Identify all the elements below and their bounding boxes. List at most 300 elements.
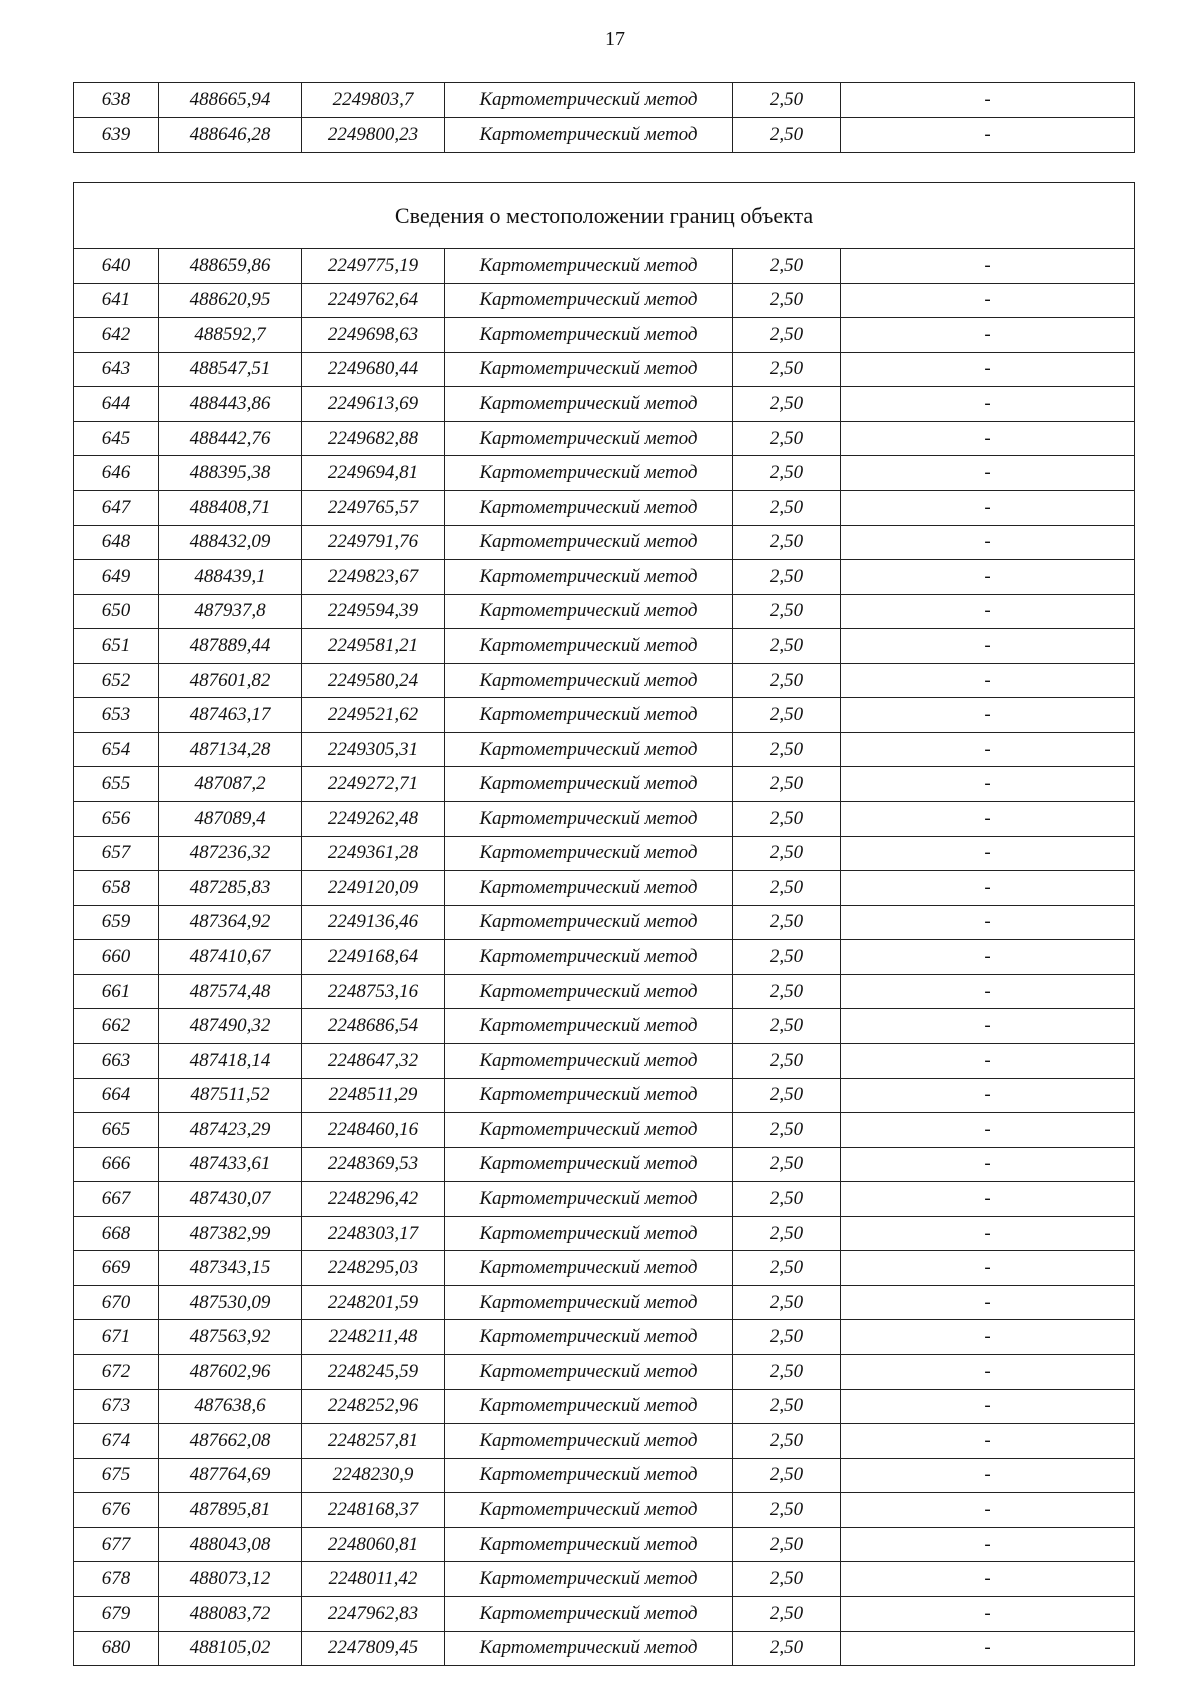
y-coordinate-cell: 2249694,81 — [302, 456, 445, 491]
accuracy-cell: 2,50 — [733, 836, 841, 871]
description-cell: - — [841, 1424, 1135, 1459]
x-coordinate-cell: 487285,83 — [159, 871, 302, 906]
description-cell: - — [841, 560, 1135, 595]
method-cell: Картометрический метод — [445, 1631, 733, 1666]
y-coordinate-cell: 2247809,45 — [302, 1631, 445, 1666]
y-coordinate-cell: 2249800,23 — [302, 118, 445, 153]
table-row — [74, 1562, 1135, 1597]
method-cell: Картометрический метод — [445, 352, 733, 387]
table-row — [74, 1355, 1135, 1390]
point-number-cell: 652 — [74, 663, 159, 698]
accuracy-cell: 2,50 — [733, 1113, 841, 1148]
method-cell: Картометрический метод — [445, 318, 733, 353]
point-number-cell: 641 — [74, 283, 159, 318]
x-coordinate-cell: 487343,15 — [159, 1251, 302, 1286]
accuracy-cell: 2,50 — [733, 1285, 841, 1320]
method-cell: Картометрический метод — [445, 1424, 733, 1459]
accuracy-cell: 2,50 — [733, 456, 841, 491]
description-cell: - — [841, 1493, 1135, 1528]
y-coordinate-cell: 2249682,88 — [302, 421, 445, 456]
table-row — [74, 1320, 1135, 1355]
point-number-cell: 665 — [74, 1113, 159, 1148]
method-cell: Картометрический метод — [445, 1251, 733, 1286]
description-cell: - — [841, 1389, 1135, 1424]
method-cell: Картометрический метод — [445, 940, 733, 975]
method-cell: Картометрический метод — [445, 1043, 733, 1078]
method-cell: Картометрический метод — [445, 629, 733, 664]
accuracy-cell: 2,50 — [733, 387, 841, 422]
description-cell: - — [841, 802, 1135, 837]
x-coordinate-cell: 487418,14 — [159, 1043, 302, 1078]
y-coordinate-cell: 2249581,21 — [302, 629, 445, 664]
x-coordinate-cell: 487602,96 — [159, 1355, 302, 1390]
accuracy-cell: 2,50 — [733, 118, 841, 153]
method-cell: Картометрический метод — [445, 1562, 733, 1597]
point-number-cell: 678 — [74, 1562, 159, 1597]
table-row — [74, 1596, 1135, 1631]
table-row — [74, 1424, 1135, 1459]
accuracy-cell: 2,50 — [733, 560, 841, 595]
x-coordinate-cell: 488395,38 — [159, 456, 302, 491]
point-number-cell: 663 — [74, 1043, 159, 1078]
y-coordinate-cell: 2248753,16 — [302, 974, 445, 1009]
description-cell: - — [841, 1078, 1135, 1113]
table-row — [74, 1009, 1135, 1044]
method-cell: Картометрический метод — [445, 1182, 733, 1217]
table-row — [74, 767, 1135, 802]
table-row — [74, 1527, 1135, 1562]
x-coordinate-cell: 487382,99 — [159, 1216, 302, 1251]
method-cell: Картометрический метод — [445, 974, 733, 1009]
method-cell: Картометрический метод — [445, 698, 733, 733]
method-cell: Картометрический метод — [445, 1009, 733, 1044]
accuracy-cell: 2,50 — [733, 1182, 841, 1217]
accuracy-cell: 2,50 — [733, 974, 841, 1009]
y-coordinate-cell: 2249272,71 — [302, 767, 445, 802]
description-cell: - — [841, 871, 1135, 906]
x-coordinate-cell: 487490,32 — [159, 1009, 302, 1044]
point-number-cell: 656 — [74, 802, 159, 837]
table-row — [74, 974, 1135, 1009]
y-coordinate-cell: 2249521,62 — [302, 698, 445, 733]
point-number-cell: 657 — [74, 836, 159, 871]
point-number-cell: 654 — [74, 732, 159, 767]
x-coordinate-cell: 487563,92 — [159, 1320, 302, 1355]
accuracy-cell: 2,50 — [733, 732, 841, 767]
method-cell: Картометрический метод — [445, 1355, 733, 1390]
point-number-cell: 671 — [74, 1320, 159, 1355]
table-row — [74, 525, 1135, 560]
y-coordinate-cell: 2249775,19 — [302, 249, 445, 284]
description-cell: - — [841, 1147, 1135, 1182]
y-coordinate-cell: 2248211,48 — [302, 1320, 445, 1355]
method-cell: Картометрический метод — [445, 283, 733, 318]
point-number-cell: 658 — [74, 871, 159, 906]
section-header-row — [74, 183, 1135, 249]
x-coordinate-cell: 488646,28 — [159, 118, 302, 153]
point-number-cell: 650 — [74, 594, 159, 629]
accuracy-cell: 2,50 — [733, 871, 841, 906]
description-cell: - — [841, 905, 1135, 940]
x-coordinate-cell: 487430,07 — [159, 1182, 302, 1217]
method-cell: Картометрический метод — [445, 905, 733, 940]
method-cell: Картометрический метод — [445, 594, 733, 629]
y-coordinate-cell: 2248201,59 — [302, 1285, 445, 1320]
accuracy-cell: 2,50 — [733, 802, 841, 837]
y-coordinate-cell: 2249762,64 — [302, 283, 445, 318]
x-coordinate-cell: 487236,32 — [159, 836, 302, 871]
method-cell: Картометрический метод — [445, 1493, 733, 1528]
accuracy-cell: 2,50 — [733, 1078, 841, 1113]
method-cell: Картометрический метод — [445, 1285, 733, 1320]
x-coordinate-cell: 487087,2 — [159, 767, 302, 802]
accuracy-cell: 2,50 — [733, 83, 841, 118]
point-number-cell: 674 — [74, 1424, 159, 1459]
accuracy-cell: 2,50 — [733, 1493, 841, 1528]
table-row — [74, 318, 1135, 353]
table-row — [74, 802, 1135, 837]
method-cell: Картометрический метод — [445, 1113, 733, 1148]
accuracy-cell: 2,50 — [733, 767, 841, 802]
accuracy-cell: 2,50 — [733, 905, 841, 940]
point-number-cell: 661 — [74, 974, 159, 1009]
y-coordinate-cell: 2249136,46 — [302, 905, 445, 940]
method-cell: Картометрический метод — [445, 1216, 733, 1251]
method-cell: Картометрический метод — [445, 1147, 733, 1182]
table-row — [74, 940, 1135, 975]
y-coordinate-cell: 2249698,63 — [302, 318, 445, 353]
y-coordinate-cell: 2248230,9 — [302, 1458, 445, 1493]
y-coordinate-cell: 2248011,42 — [302, 1562, 445, 1597]
point-number-cell: 666 — [74, 1147, 159, 1182]
point-number-cell: 660 — [74, 940, 159, 975]
point-number-cell: 659 — [74, 905, 159, 940]
y-coordinate-cell: 2248511,29 — [302, 1078, 445, 1113]
x-coordinate-cell: 488547,51 — [159, 352, 302, 387]
accuracy-cell: 2,50 — [733, 1009, 841, 1044]
point-number-cell: 646 — [74, 456, 159, 491]
y-coordinate-cell: 2248060,81 — [302, 1527, 445, 1562]
x-coordinate-cell: 487511,52 — [159, 1078, 302, 1113]
x-coordinate-cell: 488665,94 — [159, 83, 302, 118]
description-cell: - — [841, 1216, 1135, 1251]
table-row — [74, 1147, 1135, 1182]
table-row — [74, 836, 1135, 871]
description-cell: - — [841, 118, 1135, 153]
point-number-cell: 651 — [74, 629, 159, 664]
point-number-cell: 680 — [74, 1631, 159, 1666]
y-coordinate-cell: 2248647,32 — [302, 1043, 445, 1078]
accuracy-cell: 2,50 — [733, 421, 841, 456]
description-cell: - — [841, 1113, 1135, 1148]
description-cell: - — [841, 456, 1135, 491]
point-number-cell: 662 — [74, 1009, 159, 1044]
description-cell: - — [841, 1355, 1135, 1390]
x-coordinate-cell: 488408,71 — [159, 490, 302, 525]
x-coordinate-cell: 487662,08 — [159, 1424, 302, 1459]
y-coordinate-cell: 2248303,17 — [302, 1216, 445, 1251]
x-coordinate-cell: 487638,6 — [159, 1389, 302, 1424]
y-coordinate-cell: 2249613,69 — [302, 387, 445, 422]
table-row — [74, 352, 1135, 387]
description-cell: - — [841, 1596, 1135, 1631]
point-number-cell: 638 — [74, 83, 159, 118]
y-coordinate-cell: 2248257,81 — [302, 1424, 445, 1459]
accuracy-cell: 2,50 — [733, 352, 841, 387]
x-coordinate-cell: 487364,92 — [159, 905, 302, 940]
method-cell: Картометрический метод — [445, 1320, 733, 1355]
x-coordinate-cell: 487889,44 — [159, 629, 302, 664]
x-coordinate-cell: 487463,17 — [159, 698, 302, 733]
accuracy-cell: 2,50 — [733, 1355, 841, 1390]
method-cell: Картометрический метод — [445, 560, 733, 595]
x-coordinate-cell: 487134,28 — [159, 732, 302, 767]
accuracy-cell: 2,50 — [733, 594, 841, 629]
x-coordinate-cell: 487937,8 — [159, 594, 302, 629]
y-coordinate-cell: 2249823,67 — [302, 560, 445, 595]
x-coordinate-cell: 488443,86 — [159, 387, 302, 422]
y-coordinate-cell: 2249791,76 — [302, 525, 445, 560]
description-cell: - — [841, 836, 1135, 871]
x-coordinate-cell: 487530,09 — [159, 1285, 302, 1320]
x-coordinate-cell: 488439,1 — [159, 560, 302, 595]
x-coordinate-cell: 488592,7 — [159, 318, 302, 353]
y-coordinate-cell: 2249803,7 — [302, 83, 445, 118]
y-coordinate-cell: 2248686,54 — [302, 1009, 445, 1044]
y-coordinate-cell: 2248245,59 — [302, 1355, 445, 1390]
method-cell: Картометрический метод — [445, 767, 733, 802]
description-cell: - — [841, 1285, 1135, 1320]
table-row — [74, 118, 1135, 153]
point-number-cell: 648 — [74, 525, 159, 560]
point-number-cell: 639 — [74, 118, 159, 153]
page-number: 17 — [605, 28, 625, 50]
description-cell: - — [841, 249, 1135, 284]
description-cell: - — [841, 1527, 1135, 1562]
table-row — [74, 732, 1135, 767]
description-cell: - — [841, 352, 1135, 387]
method-cell: Картометрический метод — [445, 1078, 733, 1113]
point-number-cell: 673 — [74, 1389, 159, 1424]
y-coordinate-cell: 2249765,57 — [302, 490, 445, 525]
table-row — [74, 1389, 1135, 1424]
description-cell: - — [841, 1251, 1135, 1286]
point-number-cell: 668 — [74, 1216, 159, 1251]
x-coordinate-cell: 488442,76 — [159, 421, 302, 456]
point-number-cell: 645 — [74, 421, 159, 456]
point-number-cell: 642 — [74, 318, 159, 353]
accuracy-cell: 2,50 — [733, 1424, 841, 1459]
x-coordinate-cell: 487601,82 — [159, 663, 302, 698]
y-coordinate-cell: 2248369,53 — [302, 1147, 445, 1182]
x-coordinate-cell: 487423,29 — [159, 1113, 302, 1148]
method-cell: Картометрический метод — [445, 1389, 733, 1424]
table-row — [74, 1493, 1135, 1528]
description-cell: - — [841, 490, 1135, 525]
table-row — [74, 1251, 1135, 1286]
method-cell: Картометрический метод — [445, 118, 733, 153]
y-coordinate-cell: 2249680,44 — [302, 352, 445, 387]
x-coordinate-cell: 487574,48 — [159, 974, 302, 1009]
accuracy-cell: 2,50 — [733, 1320, 841, 1355]
table-row — [74, 698, 1135, 733]
y-coordinate-cell: 2249361,28 — [302, 836, 445, 871]
table-row — [74, 594, 1135, 629]
point-number-cell: 669 — [74, 1251, 159, 1286]
description-cell: - — [841, 698, 1135, 733]
accuracy-cell: 2,50 — [733, 698, 841, 733]
table-row — [74, 1285, 1135, 1320]
table-row — [74, 871, 1135, 906]
point-number-cell: 679 — [74, 1596, 159, 1631]
coordinates-table-continued — [73, 82, 1135, 153]
point-number-cell: 640 — [74, 249, 159, 284]
method-cell: Картометрический метод — [445, 525, 733, 560]
y-coordinate-cell: 2249120,09 — [302, 871, 445, 906]
accuracy-cell: 2,50 — [733, 1596, 841, 1631]
point-number-cell: 676 — [74, 1493, 159, 1528]
y-coordinate-cell: 2249594,39 — [302, 594, 445, 629]
description-cell: - — [841, 1182, 1135, 1217]
accuracy-cell: 2,50 — [733, 1458, 841, 1493]
x-coordinate-cell: 487433,61 — [159, 1147, 302, 1182]
x-coordinate-cell: 488432,09 — [159, 525, 302, 560]
y-coordinate-cell: 2248460,16 — [302, 1113, 445, 1148]
description-cell: - — [841, 387, 1135, 422]
method-cell: Картометрический метод — [445, 1527, 733, 1562]
point-number-cell: 655 — [74, 767, 159, 802]
description-cell: - — [841, 663, 1135, 698]
description-cell: - — [841, 940, 1135, 975]
accuracy-cell: 2,50 — [733, 283, 841, 318]
point-number-cell: 653 — [74, 698, 159, 733]
description-cell: - — [841, 1009, 1135, 1044]
y-coordinate-cell: 2249580,24 — [302, 663, 445, 698]
accuracy-cell: 2,50 — [733, 318, 841, 353]
x-coordinate-cell: 488105,02 — [159, 1631, 302, 1666]
description-cell: - — [841, 1458, 1135, 1493]
accuracy-cell: 2,50 — [733, 1216, 841, 1251]
point-number-cell: 649 — [74, 560, 159, 595]
x-coordinate-cell: 487764,69 — [159, 1458, 302, 1493]
method-cell: Картометрический метод — [445, 421, 733, 456]
accuracy-cell: 2,50 — [733, 1562, 841, 1597]
method-cell: Картометрический метод — [445, 802, 733, 837]
method-cell: Картометрический метод — [445, 836, 733, 871]
point-number-cell: 647 — [74, 490, 159, 525]
y-coordinate-cell: 2248295,03 — [302, 1251, 445, 1286]
accuracy-cell: 2,50 — [733, 490, 841, 525]
y-coordinate-cell: 2247962,83 — [302, 1596, 445, 1631]
table-row — [74, 456, 1135, 491]
table-row — [74, 490, 1135, 525]
description-cell: - — [841, 1320, 1135, 1355]
method-cell: Картометрический метод — [445, 1458, 733, 1493]
point-number-cell: 675 — [74, 1458, 159, 1493]
table-row — [74, 421, 1135, 456]
y-coordinate-cell: 2249168,64 — [302, 940, 445, 975]
accuracy-cell: 2,50 — [733, 663, 841, 698]
table-row — [74, 560, 1135, 595]
accuracy-cell: 2,50 — [733, 629, 841, 664]
table-row — [74, 1631, 1135, 1666]
method-cell: Картометрический метод — [445, 83, 733, 118]
accuracy-cell: 2,50 — [733, 1043, 841, 1078]
description-cell: - — [841, 1631, 1135, 1666]
table-row — [74, 1182, 1135, 1217]
point-number-cell: 664 — [74, 1078, 159, 1113]
x-coordinate-cell: 488620,95 — [159, 283, 302, 318]
point-number-cell: 667 — [74, 1182, 159, 1217]
x-coordinate-cell: 487410,67 — [159, 940, 302, 975]
method-cell: Картометрический метод — [445, 663, 733, 698]
x-coordinate-cell: 487089,4 — [159, 802, 302, 837]
method-cell: Картометрический метод — [445, 456, 733, 491]
table-row — [74, 905, 1135, 940]
table-row — [74, 387, 1135, 422]
coordinates-table-object-boundaries — [73, 182, 1135, 1666]
method-cell: Картометрический метод — [445, 249, 733, 284]
x-coordinate-cell: 488043,08 — [159, 1527, 302, 1562]
method-cell: Картометрический метод — [445, 1596, 733, 1631]
description-cell: - — [841, 283, 1135, 318]
description-cell: - — [841, 594, 1135, 629]
x-coordinate-cell: 488073,12 — [159, 1562, 302, 1597]
accuracy-cell: 2,50 — [733, 525, 841, 560]
description-cell: - — [841, 767, 1135, 802]
method-cell: Картометрический метод — [445, 490, 733, 525]
description-cell: - — [841, 1562, 1135, 1597]
table-row — [74, 1458, 1135, 1493]
point-number-cell: 670 — [74, 1285, 159, 1320]
description-cell: - — [841, 1043, 1135, 1078]
method-cell: Картометрический метод — [445, 387, 733, 422]
accuracy-cell: 2,50 — [733, 940, 841, 975]
table-row — [74, 1113, 1135, 1148]
description-cell: - — [841, 525, 1135, 560]
x-coordinate-cell: 488083,72 — [159, 1596, 302, 1631]
description-cell: - — [841, 732, 1135, 767]
x-coordinate-cell: 488659,86 — [159, 249, 302, 284]
point-number-cell: 643 — [74, 352, 159, 387]
y-coordinate-cell: 2248168,37 — [302, 1493, 445, 1528]
description-cell: - — [841, 83, 1135, 118]
y-coordinate-cell: 2249305,31 — [302, 732, 445, 767]
accuracy-cell: 2,50 — [733, 1631, 841, 1666]
point-number-cell: 677 — [74, 1527, 159, 1562]
y-coordinate-cell: 2248296,42 — [302, 1182, 445, 1217]
table-row — [74, 283, 1135, 318]
x-coordinate-cell: 487895,81 — [159, 1493, 302, 1528]
table-row — [74, 1078, 1135, 1113]
table-row — [74, 629, 1135, 664]
description-cell: - — [841, 318, 1135, 353]
table-row — [74, 1216, 1135, 1251]
method-cell: Картометрический метод — [445, 871, 733, 906]
accuracy-cell: 2,50 — [733, 1147, 841, 1182]
table-row — [74, 663, 1135, 698]
accuracy-cell: 2,50 — [733, 1389, 841, 1424]
description-cell: - — [841, 974, 1135, 1009]
accuracy-cell: 2,50 — [733, 1251, 841, 1286]
y-coordinate-cell: 2248252,96 — [302, 1389, 445, 1424]
description-cell: - — [841, 629, 1135, 664]
point-number-cell: 672 — [74, 1355, 159, 1390]
table-row — [74, 83, 1135, 118]
table-row — [74, 1043, 1135, 1078]
accuracy-cell: 2,50 — [733, 249, 841, 284]
point-number-cell: 644 — [74, 387, 159, 422]
